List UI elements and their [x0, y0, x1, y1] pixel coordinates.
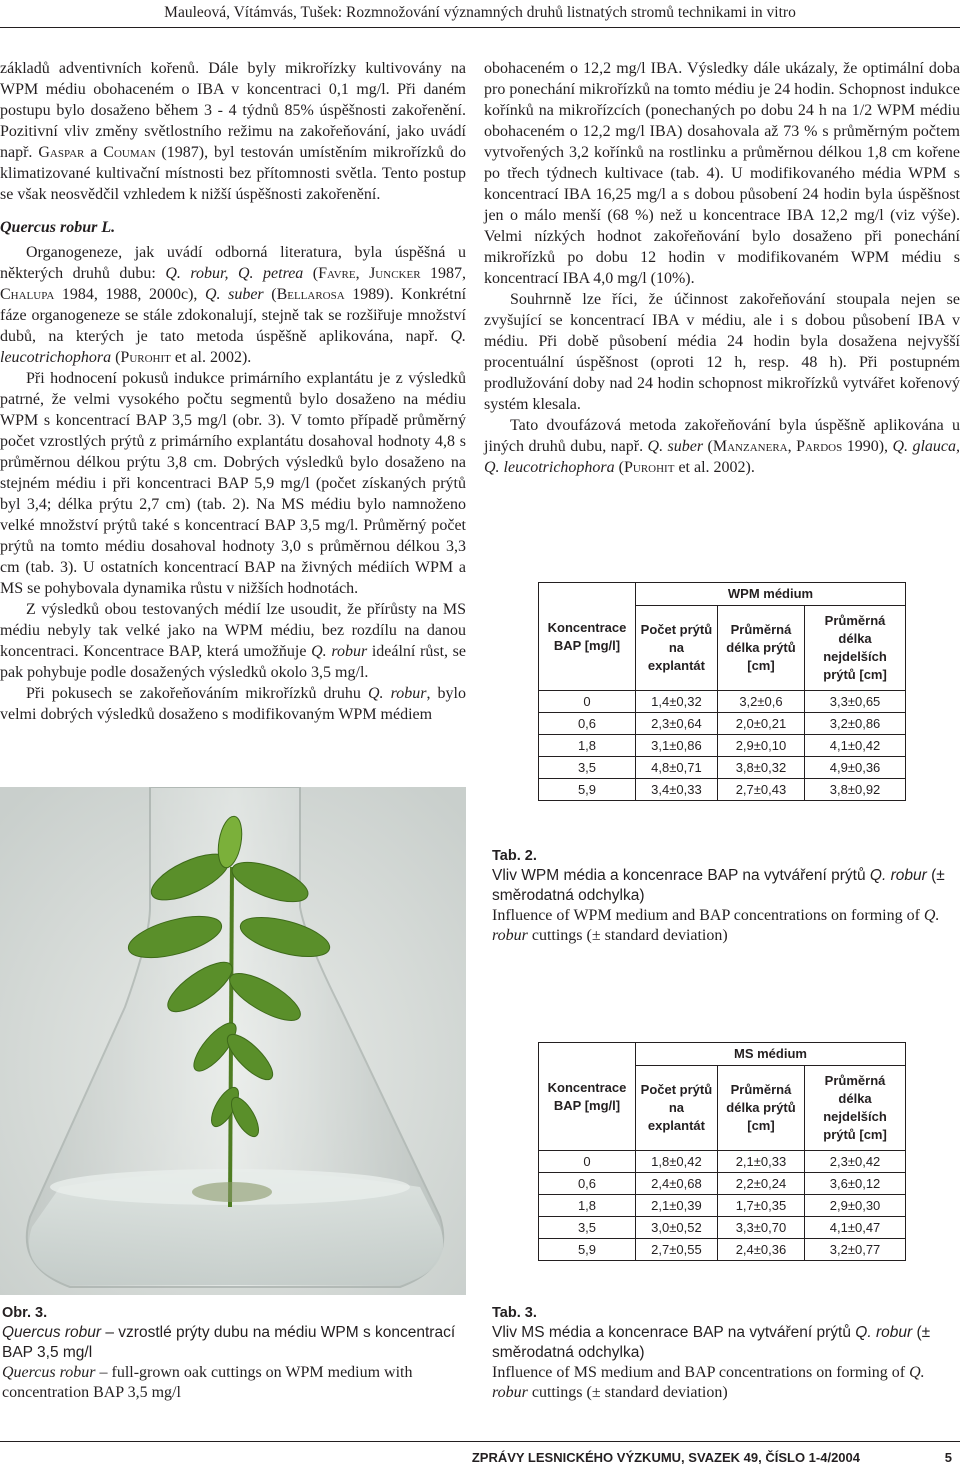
- running-header: Mauleová, Vítámvás, Tušek: Rozmnožování významných druhů listnatých stromů technikami in vitro: [164, 4, 796, 21]
- table-row: 3,5 3,0±0,52 3,3±0,70 4,1±0,47: [539, 1217, 906, 1239]
- table-3-caption-en: Influence of MS medium and BAP concentrations on forming of Q. robur cuttings (± standard deviation): [492, 1364, 925, 1401]
- table-row: 0 1,8±0,42 2,1±0,33 2,3±0,42: [539, 1151, 906, 1173]
- table-row: 5,9 2,7±0,55 2,4±0,36 3,2±0,77: [539, 1239, 906, 1261]
- group-header-wpm: WPM médium: [636, 583, 906, 606]
- table-row: 0,6 2,4±0,68 2,2±0,24 3,6±0,12: [539, 1173, 906, 1195]
- paragraph-3: Při hodnocení pokusů indukce primárního explantátu je z výsledků patrné, že velmi vysokého počtu segmentů bylo dosaženo na médiu WPM s koncentrací BAP 3,5 mg/l (obr. 3). V tomto případě průměrný počet vzrostlých prýtů z primárního explantátu dosahoval hodnoty 4,8 s průměrnou délkou prýtu 3,8 cm. Dobrých výsledků bylo dosaženo na stejném médiu i při koncentraci BAP 5,9 mg/l (počet získaných prýtů byl 3,4; délka prýtu 2,7 cm) (tab. 2). Na MS médiu bylo namnoženo velké množství prýtů také s koncentrací BAP 3,5 mg/l. Průměrný počet prýtů na tomto médiu dosahoval hodnoty 3,0 s průměrnou délkou 3,3 cm (tab. 3). U ostatních koncentrací BAP na živných médiích WPM a MS se pohybovala dynamika růstu v nižších hodnotách.: [0, 370, 466, 597]
- col-header-avg-length: Průměrná délka prýtů [cm]: [717, 1066, 804, 1151]
- table-2-caption-cz: Vliv WPM média a koncenrace BAP na vytváření prýtů Q. robur (± směrodatná odchylka): [492, 867, 945, 904]
- col-header-count: Počet prýtů na explantát: [636, 606, 718, 691]
- figure-caption-en: Quercus robur – full-grown oak cuttings on WPM medium with concentration BAP 3,5 mg/l: [2, 1364, 413, 1401]
- footer-rule: [0, 1441, 960, 1442]
- journal-name: ZPRÁVY LESNICKÉHO VÝZKUMU, SVAZEK 49, ČÍSLO 1-4/2004: [471, 1450, 860, 1465]
- table-3: [538, 1042, 906, 1261]
- table-row: 3,5 4,8±0,71 3,8±0,32 4,9±0,36: [539, 757, 906, 779]
- col-header-count: Počet prýtů na explantát: [636, 1066, 718, 1151]
- col-header-avg-length: Průměrná délka prýtů [cm]: [717, 606, 804, 691]
- table-2-caption-en: Influence of WPM medium and BAP concentrations on forming of Q. robur cuttings (± standard deviation): [492, 907, 940, 944]
- col-header-concentration: Koncentrace BAP [mg/l]: [539, 583, 636, 691]
- table-2: [538, 582, 906, 801]
- paragraph-4: Z výsledků obou testovaných médií lze usoudit, že přírůsty na MS médiu nebyly tak velké jako na WPM médiu, bez rozdílu na danou koncentraci. Koncentrace BAP, která umožňuje Q. robur ideální růst, se pak pohybuje podle dosažených výsledků okolo 3,5 mg/l.: [0, 601, 466, 681]
- header-rule: [0, 27, 960, 28]
- paragraph-r1: obohaceném o 12,2 mg/l IBA. Výsledky dále ukázaly, že optimální doba pro ponechání mikrořízků na tomto médiu je 24 hodin. Schopnost indukce kořínků na mikrořízcích (ponechaných po dobu 24 h na 1/2 WPM médiu obohaceném o 12,2 mg/l IBA) dosahovala až 73 % s průměrným počtem vytvořených 3,2 kořínků na rostlinku a průměrnou délkou 1,8 cm kořene po třech týdnech kultivace (tab. 4). U modifikovaného média WPM s koncentrací IBA 16,25 mg/l a s dobou působení 24 hodin byla úspěšnost jen o málo menší (68 %) než u koncentrace IBA 12,2 mg/l (viz výše). Velmi nízkých hodnot zakořeňování bylo dosaženo při ponechání mikrořízků po dobu 12 hodin v modifikovaném WPM médiu s koncentrací IBA 4,0 mg/l (10%).: [484, 60, 960, 287]
- table-3-caption-cz: Vliv MS média a koncenrace BAP na vytváření prýtů Q. robur (± směrodatná odchylka): [492, 1324, 931, 1361]
- page-number: 5: [944, 1450, 952, 1465]
- paragraph-1: základů adventivních kořenů. Dále byly mikrořízky kultivovány na WPM médiu obohaceném o IBA v koncentraci 0,1 mg/l. Při daném postupu bylo dosaženo během 3 - 4 týdnů 85% úspěšnosti zakořenění. Pozitivní vliv změny světlostního režimu na zakořeňování, jako uvádí např. Gaspar a Couman (1987), byl testován umístěním mikrořízků do klimatizované kultivační místnosti bez přítomnosti světla. Tento postup se však neosvědčil vzhledem k nižší úspěšnosti zakořenění.: [0, 60, 467, 203]
- table-3-label: Tab. 3.: [492, 1305, 537, 1321]
- table-row: 0,6 2,3±0,64 2,0±0,21 3,2±0,86: [539, 713, 906, 735]
- group-header-ms: MS médium: [636, 1043, 906, 1066]
- oak-flask-photo: [0, 787, 466, 1295]
- figure-caption-cz: Quercus robur – vzrostlé prýty dubu na médiu WPM s koncentrací BAP 3,5 mg/l: [2, 1324, 456, 1361]
- paragraph-5: Při pokusech se zakořeňováním mikrořízků druhu Q. robur, bylo velmi dobrých výsledků dosaženo s modifikovaným WPM médiem: [0, 685, 466, 723]
- table-row: 0 1,4±0,32 3,2±0,6 3,3±0,65: [539, 691, 906, 713]
- table-3-caption: [492, 1303, 958, 1403]
- figure-caption: [2, 1303, 464, 1403]
- left-column: [0, 58, 466, 725]
- table-row: 1,8 3,1±0,86 2,9±0,10 4,1±0,42: [539, 735, 906, 757]
- flask-illustration: [0, 787, 466, 1295]
- table-row: 1,8 2,1±0,39 1,7±0,35 2,9±0,30: [539, 1195, 906, 1217]
- paragraph-2: Organogeneze, jak uvádí odborná literatura, byla úspěšná u některých druhů dubu: Q. robur, Q. petrea (Favre, Juncker 1987, Chalupa 1984, 1988, 2000c), Q. suber (Bellarosa 1989). Konkrétní fáze organogeneze se stále zdokonalují, stejně tak se rozšiřuje množství dubů, na kterých je tato metoda úspěšně aplikována, např. Q. leucotrichophora (Purohit et al. 2002).: [0, 244, 467, 366]
- col-header-concentration: Koncentrace BAP [mg/l]: [539, 1043, 636, 1151]
- col-header-max-length: Průměrná délka nejdelších prýtů [cm]: [805, 606, 906, 691]
- figure-label: Obr. 3.: [2, 1305, 48, 1321]
- section-heading: Quercus robur L.: [0, 219, 116, 236]
- table-2-label: Tab. 2.: [492, 848, 537, 864]
- right-column: [484, 58, 960, 478]
- paragraph-r3: Tato dvoufázová metoda zakořeňování byla úspěšně aplikována u jiných druhů dubu, např. Q. suber (Manzanera, Pardos 1990), Q. glauca, Q. leucotrichophora (Purohit et al. 2002).: [484, 417, 960, 476]
- footer: [0, 1446, 960, 1471]
- table-2-caption: [492, 846, 958, 946]
- col-header-max-length: Průměrná délka nejdelších prýtů [cm]: [805, 1066, 906, 1151]
- table-row: 5,9 3,4±0,33 2,7±0,43 3,8±0,92: [539, 779, 906, 801]
- paragraph-r2: Souhrnně lze říci, že účinnost zakořeňování stoupala nejen se zvyšující se koncentrací IBA v médiu, ale i s dobou působení IBA v médiu. Při době působení média 24 hodin byla dosažena nejvyšší procentuální úspěšnost (oproti 12 h, resp. 48 h). Při postupném prodlužování doby nad 24 hodin schopnost mikrořízků vytvářet kořenový systém klesala.: [484, 291, 960, 413]
